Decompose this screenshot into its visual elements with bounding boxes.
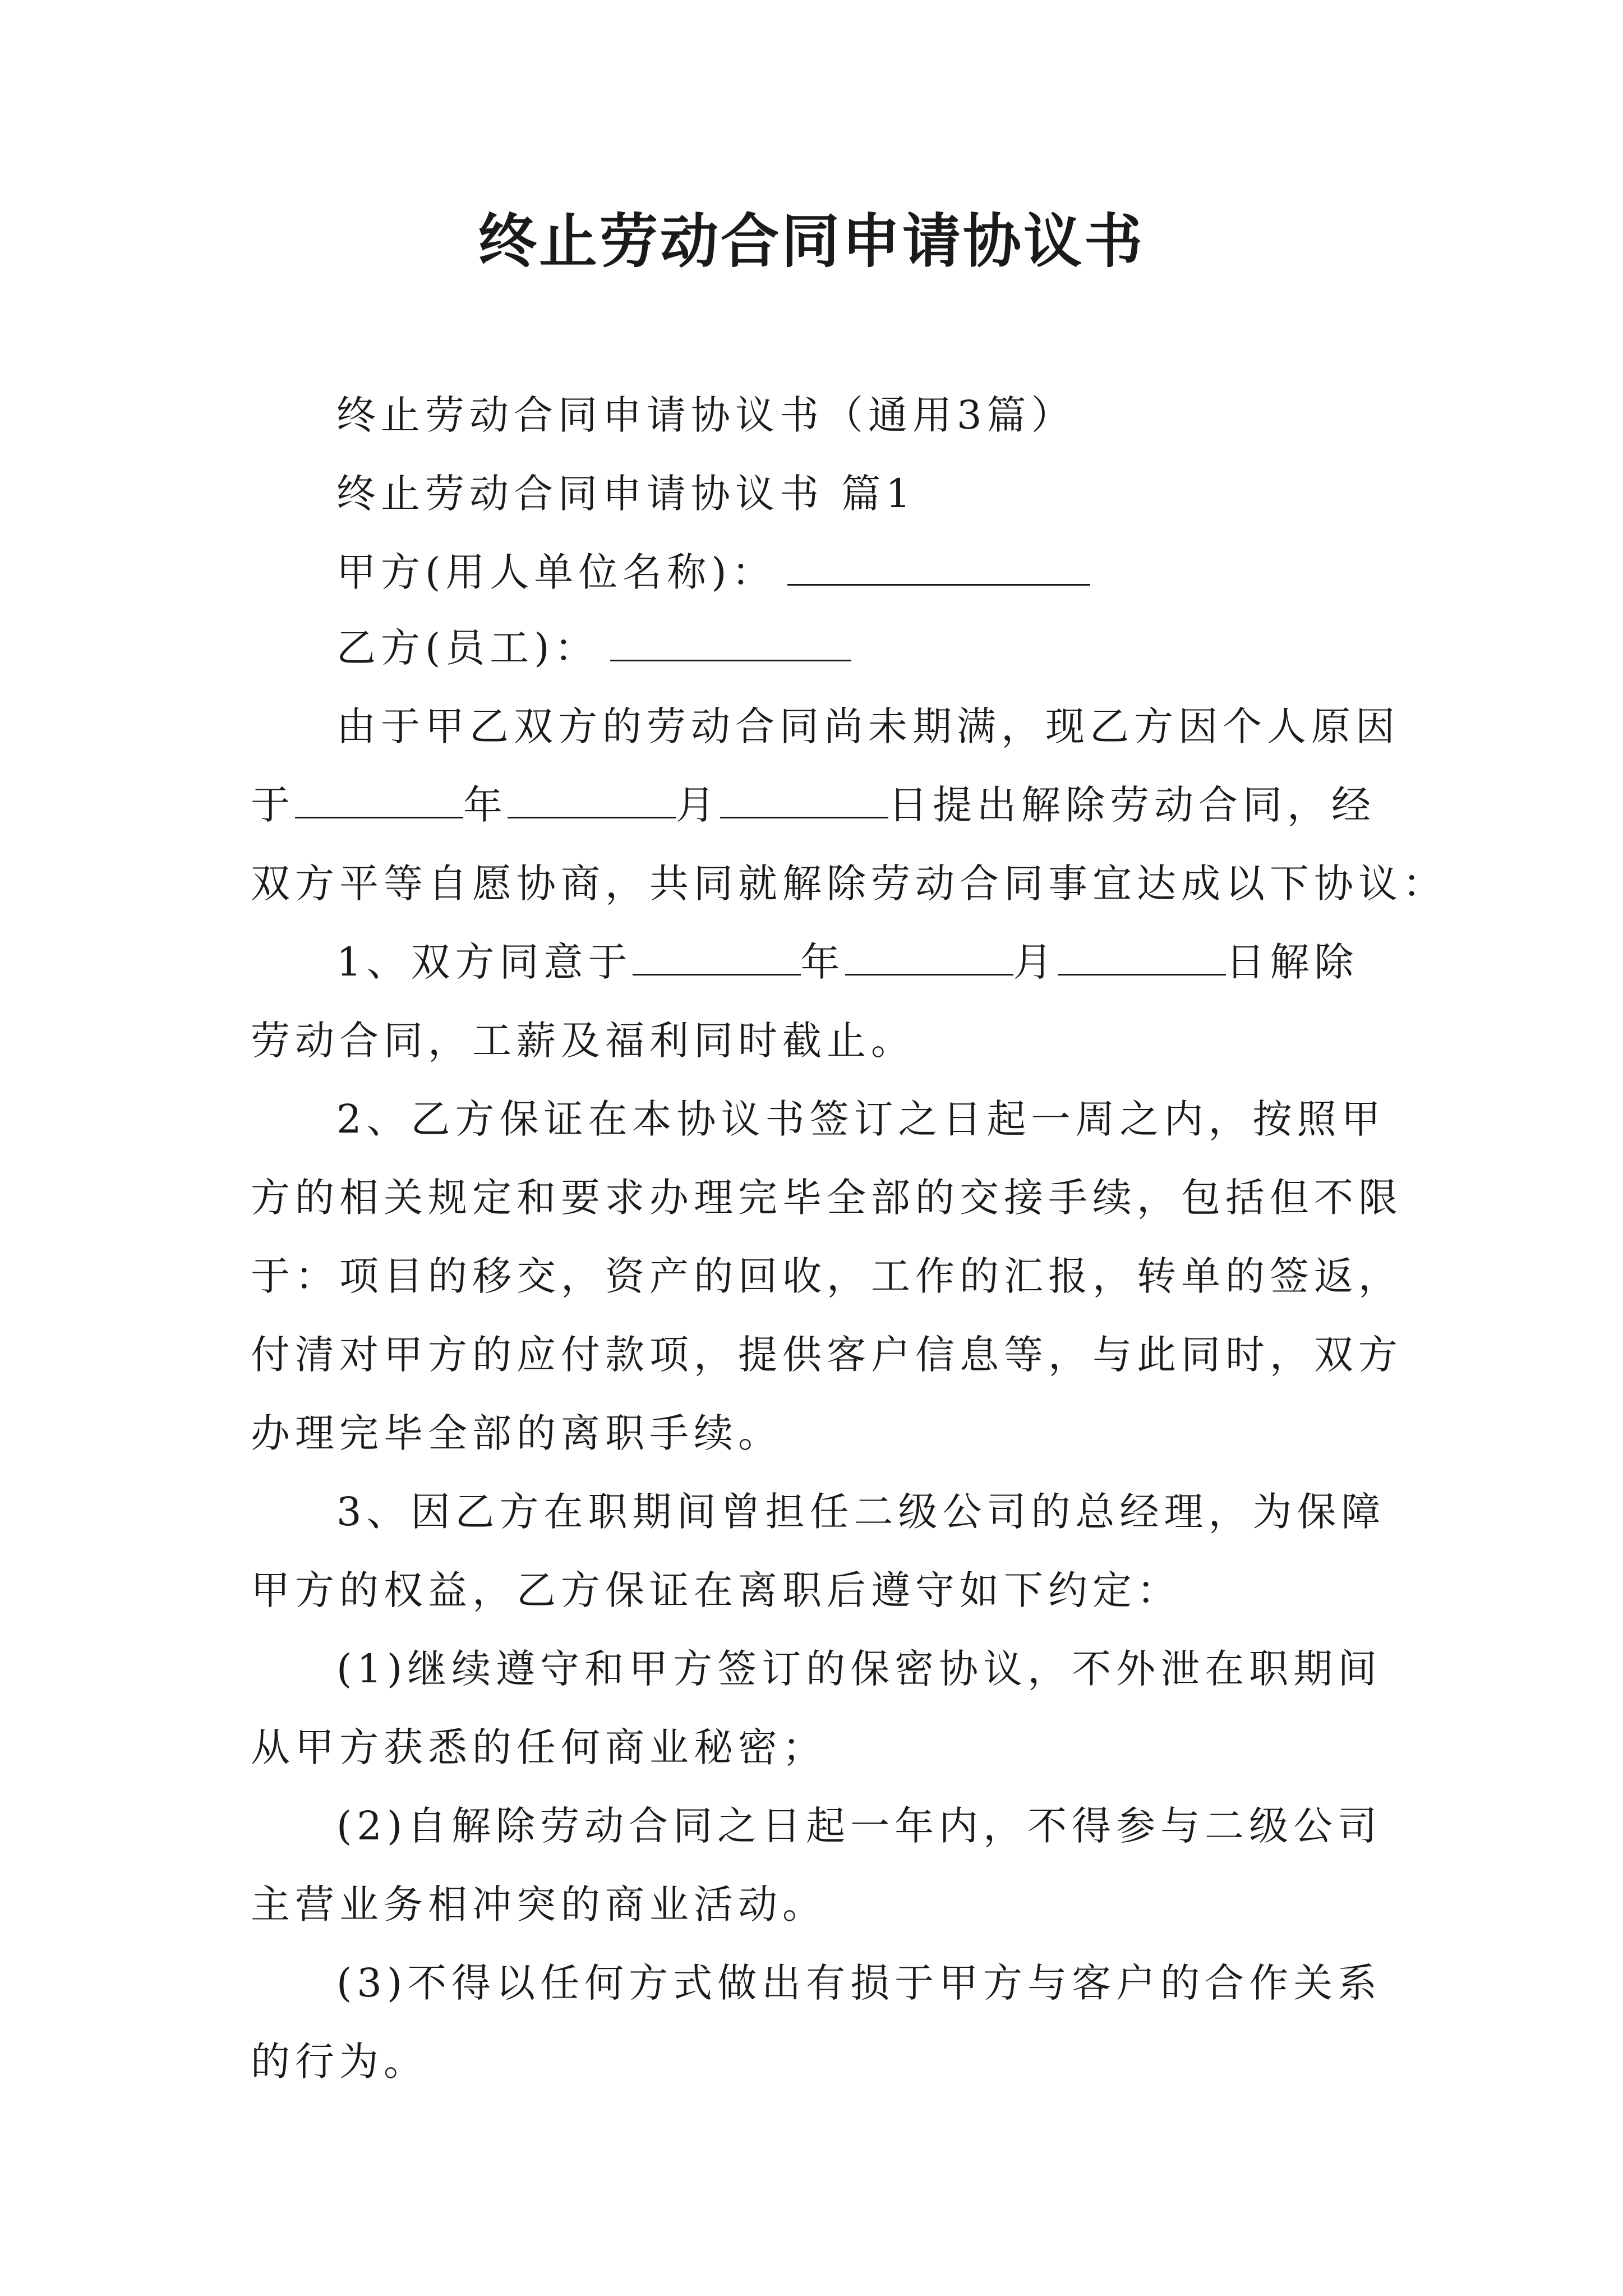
section-heading: 终止劳动合同申请协议书 篇1 <box>336 471 916 517</box>
clause2-line-2: 方的相关规定和要求办理完毕全部的交接手续，包括但不限 <box>251 1175 1403 1221</box>
intro-text: 月 <box>676 782 720 828</box>
year-blank <box>633 940 801 976</box>
clause1-text: 年 <box>800 939 845 985</box>
month-blank <box>508 783 676 818</box>
clause2-line-1: 2、乙方保证在本协议书签订之日起一周之内，按照甲 <box>336 1096 1386 1142</box>
intro-text: 日提出解除劳动合同，经 <box>888 782 1376 828</box>
clause2-line-4: 付清对甲方的应付款项，提供客户信息等，与此同时，双方 <box>251 1332 1403 1378</box>
day-blank <box>1058 940 1226 976</box>
clause1-line-1 <box>336 934 1359 990</box>
clause3-line-2: 甲方的权益，乙方保证在离职后遵守如下约定： <box>251 1567 1181 1613</box>
month-blank <box>845 940 1013 976</box>
party-b-label: 乙方(员工)： <box>336 625 599 671</box>
intro-line-3: 双方平等自愿协商，共同就解除劳动合同事宜达成以下协议： <box>251 861 1447 907</box>
intro-text: 于 <box>251 782 295 828</box>
party-a-line <box>336 544 1090 600</box>
clause1-text: 1、双方同意于 <box>336 939 633 985</box>
intro-line-1: 由于甲乙双方的劳动合同尚未期满，现乙方因个人原因 <box>336 703 1400 749</box>
clause1-line-2: 劳动合同，工薪及福利同时截止。 <box>251 1018 915 1064</box>
party-a-blank <box>787 550 1090 586</box>
party-b-blank <box>610 626 851 661</box>
intro-line-2 <box>251 777 1376 833</box>
clause2-line-5: 办理完毕全部的离职手续。 <box>251 1410 782 1456</box>
intro-text: 年 <box>463 782 508 828</box>
sub2-line-2: 主营业务相冲突的商业活动。 <box>251 1881 827 1927</box>
year-blank <box>295 783 463 818</box>
sub3-line-2: 的行为。 <box>251 2039 428 2085</box>
party-a-label: 甲方(用人单位名称)： <box>336 549 776 595</box>
clause1-text: 月 <box>1013 939 1058 985</box>
sub2-line-1: (2)自解除劳动合同之日起一年内，不得参与二级公司 <box>336 1803 1382 1849</box>
clause1-text: 日解除 <box>1225 939 1359 985</box>
party-b-line <box>336 620 851 676</box>
document-title: 终止劳动合同申请协议书 <box>478 206 1145 275</box>
sub1-line-1: (1)继续遵守和甲方签订的保密协议，不外泄在职期间 <box>336 1646 1382 1692</box>
document-subtitle: 终止劳动合同申请协议书（通用3篇） <box>336 392 1076 438</box>
day-blank <box>720 783 888 818</box>
clause3-line-1: 3、因乙方在职期间曾担任二级公司的总经理，为保障 <box>336 1489 1386 1535</box>
sub1-line-2: 从甲方获悉的任何商业秘密； <box>251 1724 827 1770</box>
clause2-line-3: 于：项目的移交，资产的回收，工作的汇报，转单的签返， <box>251 1253 1403 1299</box>
sub3-line-1: (3)不得以任何方式做出有损于甲方与客户的合作关系 <box>336 1960 1382 2006</box>
